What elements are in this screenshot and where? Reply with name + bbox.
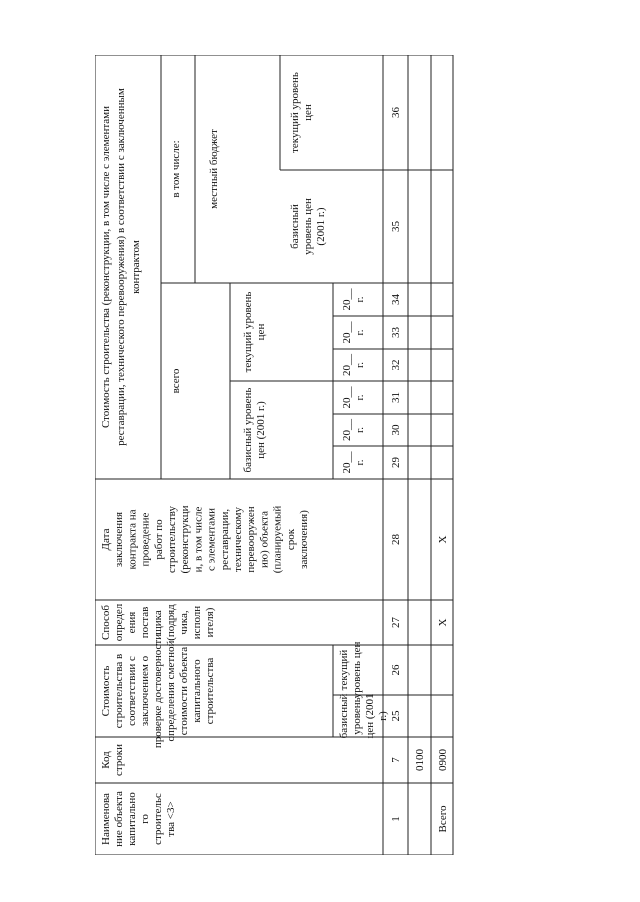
header-including: в том числе: <box>170 140 182 198</box>
year-cell: 20__г. <box>341 451 366 474</box>
column-number: 30 <box>390 424 402 436</box>
header-cost-check-base: базисныйуровеньцен (2001г.) <box>338 693 389 739</box>
column-number: 31 <box>390 392 402 403</box>
header-total-current: текущий уровеньцен <box>242 291 267 373</box>
header-contract-cost: Стоимость строительства (реконструкции, в том числе с элементами реставрации, технического перевооружения) в соответствии с заключенным контрактом <box>100 88 142 446</box>
header-total: всего <box>170 368 182 394</box>
header-local-base: базисныйуровень цен(2001 г.) <box>289 198 327 255</box>
table-grid <box>95 55 453 855</box>
header-cost-check-current: текущийуровень цен <box>338 641 363 699</box>
column-number: 34 <box>390 294 402 305</box>
header-cost-check: Стоимостьстроительства всоответствии сзаключением опроверке достоверностиопределения сметнойстоимости объектакапитальногостроительства <box>100 633 216 749</box>
column-number: 26 <box>390 664 402 676</box>
column-number: 29 <box>390 457 402 468</box>
row-date: X <box>437 535 449 544</box>
column-number: 33 <box>390 327 402 338</box>
column-number: 36 <box>390 107 402 118</box>
cost-table <box>95 55 475 855</box>
header-object-name: Наименование объектакапитальногостроительства <3> <box>100 791 177 847</box>
column-number: 32 <box>390 359 402 371</box>
year-cell: 20__г. <box>341 288 366 311</box>
header-local-budget: местный бюджет <box>208 129 220 209</box>
row-method: X <box>437 618 449 627</box>
column-number: 1 <box>390 816 402 822</box>
row-name: Всего <box>437 805 449 833</box>
rotated-table-page <box>95 55 475 855</box>
header-total-base: базисный уровеньцен (2001 г.) <box>242 387 267 473</box>
year-cell: 20__г. <box>341 419 366 441</box>
year-cell: 20__г. <box>341 321 366 344</box>
column-number: 27 <box>390 617 402 628</box>
row-code: 0100 <box>414 749 426 771</box>
column-number: 28 <box>390 534 402 545</box>
year-cell: 20__г. <box>341 354 366 376</box>
row-code: 0900 <box>437 749 449 771</box>
header-contract-date: Датазаключенияконтракта напроведениеработ построительству(реконструкции, в том числес элементамиреставрации,техническомуперевооружению) объекта(планируемыйсрокзаключения) <box>100 505 310 574</box>
header-row-code: Кодстроки <box>100 743 125 777</box>
column-number: 35 <box>390 221 402 232</box>
table-text <box>100 72 449 847</box>
header-local-current: текущий уровеньцен <box>289 72 314 153</box>
column-number: 25 <box>390 710 402 722</box>
year-cell: 20__г. <box>341 386 366 409</box>
header-supplier-method: Способопределенияпоставщика(подрядчика,исполнителя) <box>100 603 216 642</box>
column-number: 7 <box>390 757 402 763</box>
